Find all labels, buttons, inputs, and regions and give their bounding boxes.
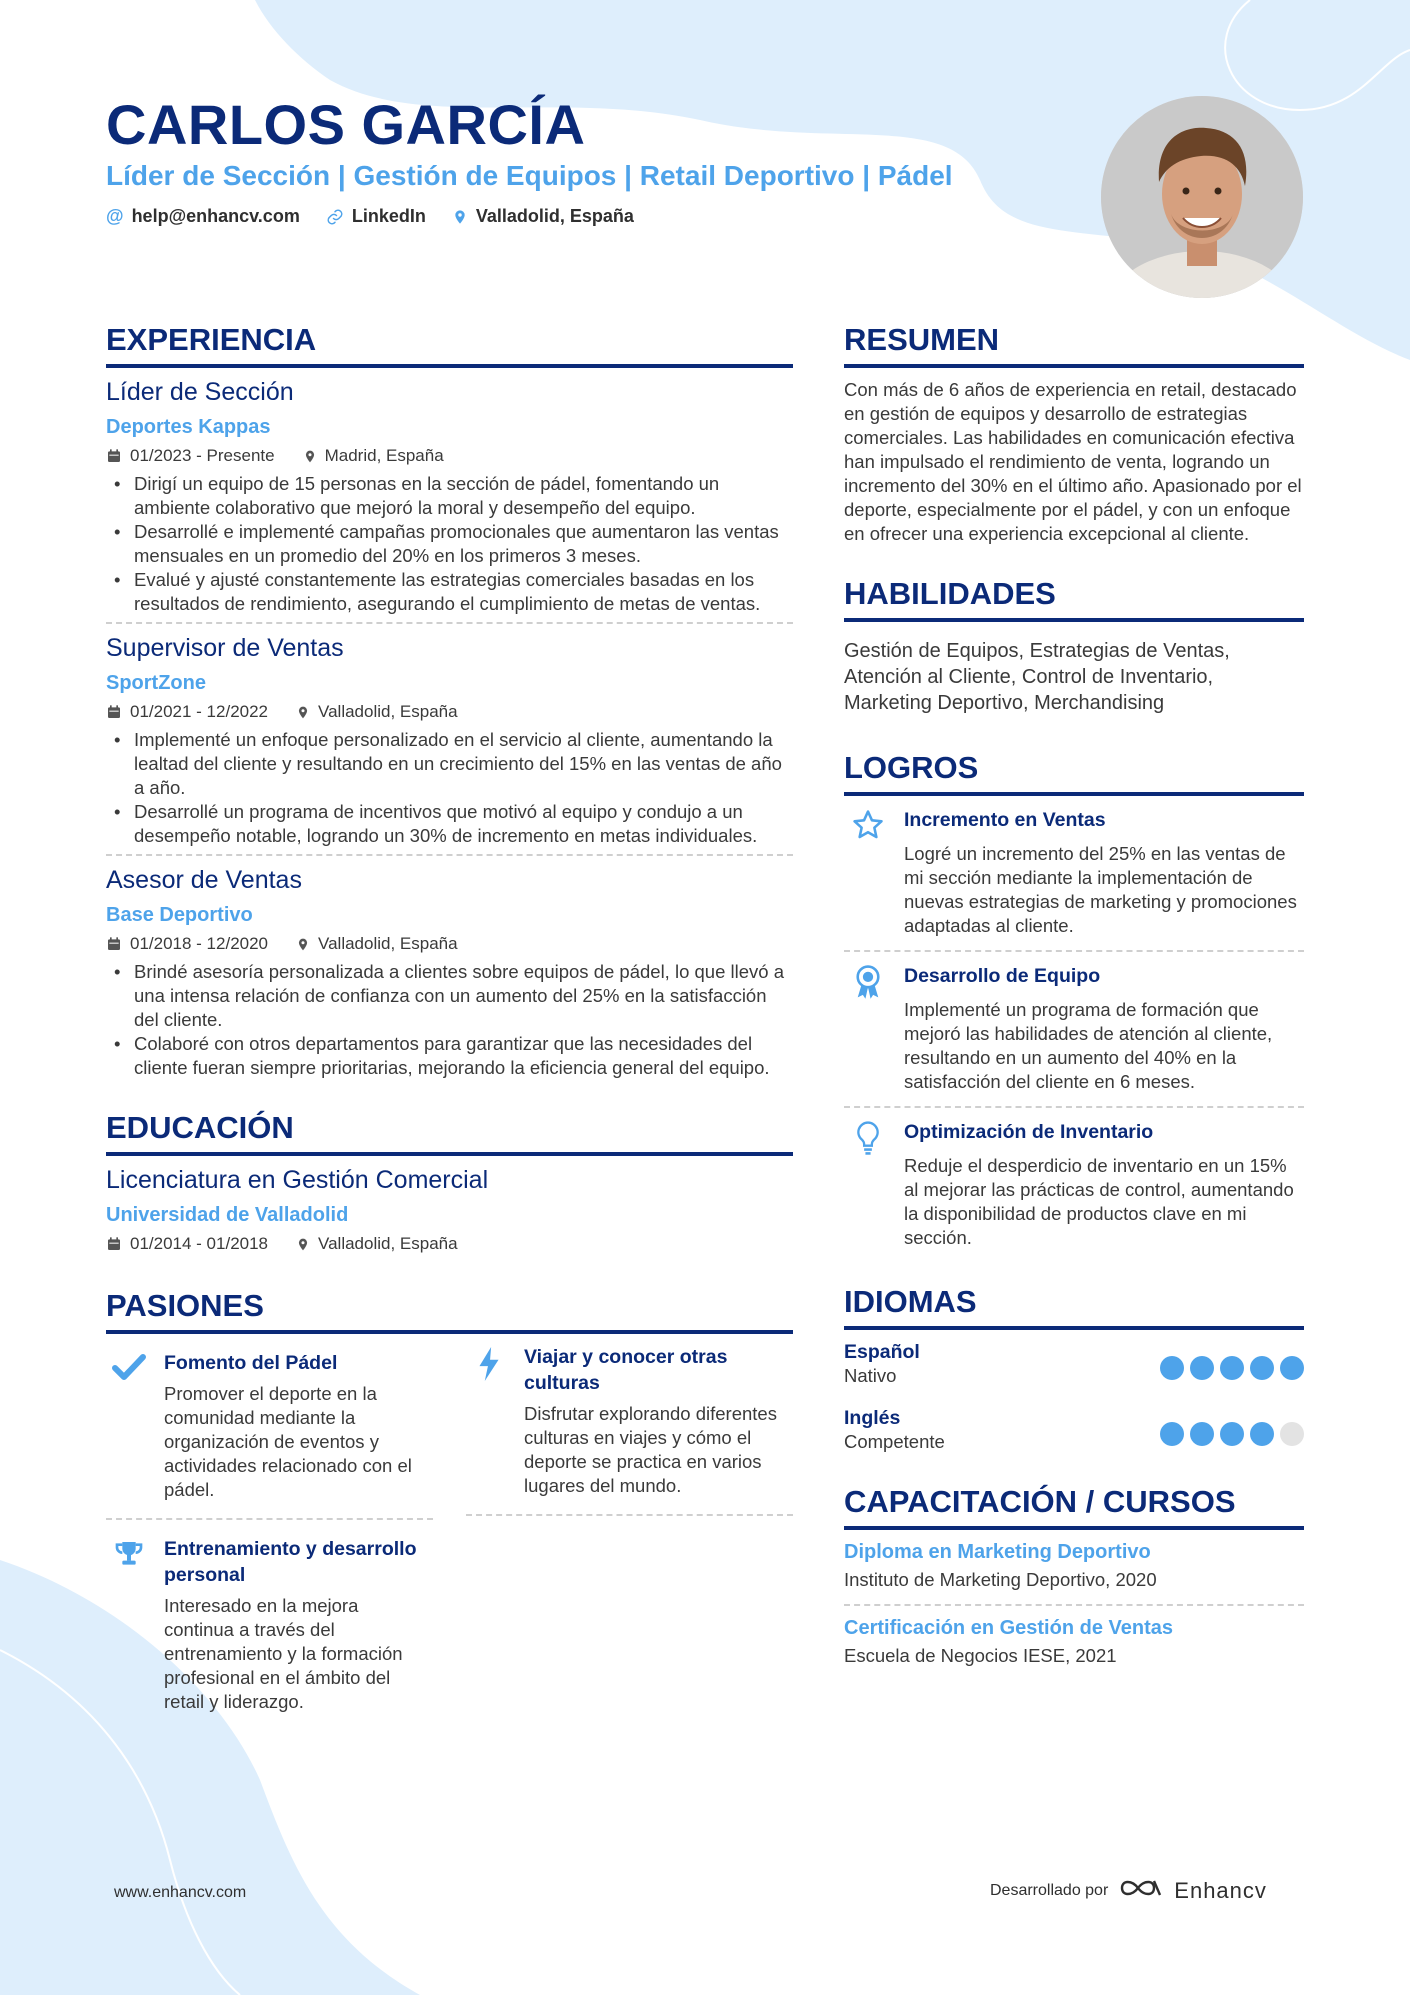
course-institution: Escuela de Negocios IESE, 2021: [844, 1645, 1117, 1666]
course-title[interactable]: Diploma en Marketing Deportivo: [844, 1541, 1151, 1563]
skills-text: Gestión de Equipos, Estrategias de Ventas, Atención al Cliente, Control de Inventario, Marketing Deportivo, Merchandising: [844, 640, 1230, 714]
company-name[interactable]: Deportes Kappas: [106, 416, 271, 438]
linkedin-text: LinkedIn: [351, 206, 426, 226]
bullet-item: • Implementé un enfoque personalizado en el servicio al cliente, aumentando la lealtad del cliente y resultando en un crecimiento del 15% en las ventas de año a año.: [106, 728, 793, 800]
job-bullets: [106, 472, 793, 616]
passions-section: [106, 1284, 793, 1730]
job-location: [296, 698, 458, 726]
job-dates: [106, 698, 268, 726]
skills-heading: HABILIDADES: [844, 572, 1304, 622]
language-name: Inglés: [844, 1407, 901, 1429]
powered-by-text: Desarrollado por: [990, 1881, 1109, 1899]
trophy-icon: [106, 1536, 152, 1714]
rating-dot: [1190, 1422, 1214, 1446]
location-icon: [296, 704, 310, 721]
language-item: [844, 1406, 1304, 1454]
calendar-icon: [106, 704, 122, 720]
achievement-desc: Logré un incremento del 25% en las ventas de mi sección mediante la implementación de nuevas estrategias de marketing y promociones adaptadas al cliente.: [904, 843, 1297, 936]
checkmark-icon: [106, 1350, 152, 1502]
company-name[interactable]: Base Deportivo: [106, 904, 253, 926]
education-dates: [106, 1230, 268, 1258]
dates-text: 01/2014 - 01/2018: [130, 1234, 269, 1253]
passion-title: Viajar y conocer otras culturas: [524, 1346, 728, 1394]
job-entry: [106, 624, 793, 856]
contact-bar: [106, 206, 634, 227]
calendar-icon: [106, 448, 122, 464]
rating-dot: [1280, 1422, 1304, 1446]
school-name[interactable]: Universidad de Valladolid: [106, 1204, 349, 1226]
passions-col-1: [106, 1344, 433, 1730]
achievement-desc: Reduje el desperdicio de inventario en un 15% al mejorar las prácticas de control, aumentando la disponibilidad de productos clave en mi sección.: [904, 1155, 1294, 1248]
lightbulb-icon: [844, 1118, 892, 1250]
achievement-desc: Implementé un programa de formación que mejoró las habilidades de atención al cliente, resultando en un aumento del 40% en la satisfacción del cliente en 6 meses.: [904, 999, 1273, 1092]
job-bullets: [106, 960, 793, 1080]
company-name[interactable]: SportZone: [106, 672, 206, 694]
rating-dot: [1190, 1356, 1214, 1380]
degree-title: Licenciatura en Gestión Comercial: [106, 1166, 489, 1194]
education-location: [296, 1230, 458, 1258]
calendar-icon: [106, 1236, 122, 1252]
footer-website[interactable]: www.enhancv.com: [114, 1884, 247, 1901]
language-name: Español: [844, 1341, 920, 1363]
achievement-item: [844, 796, 1304, 952]
location-icon: [452, 208, 468, 226]
achievement-item: [844, 1108, 1304, 1262]
passion-item: [106, 1530, 433, 1730]
bullet-item: • Colaboré con otros departamentos para garantizar que las necesidades del cliente fueran siempre prioritarias, mejorando la eficiencia general del equipo.: [106, 1032, 793, 1080]
contact-linkedin[interactable]: [326, 206, 426, 227]
courses-section: [844, 1480, 1304, 1680]
at-icon: @: [106, 206, 124, 226]
language-level: Nativo: [844, 1365, 897, 1386]
achievements-section: [844, 746, 1304, 1262]
bullet-item: • Desarrollé e implementé campañas promocionales que aumentaron las ventas mensuales en un promedio del 20% en los primeros 3 meses.: [106, 520, 793, 568]
bullet-item: • Brindé asesoría personalizada a clientes sobre equipos de pádel, lo que llevó a una intensa relación de confianza con un aumento del 25% en la satisfacción del cliente.: [106, 960, 793, 1032]
summary-section: [844, 318, 1304, 546]
rating-dot: [1160, 1356, 1184, 1380]
summary-text: Con más de 6 años de experiencia en retail, destacado en gestión de equipos y desarrollo de estrategias comerciales. Las habilidades en comunicación efectiva han impulsado el rendimiento de venta, logrando un incremento del 30% en el último año. Apasionado por el deporte, especialmente por el pádel, y con un enfoque en ofrecer una experiencia excepcional al cliente.: [844, 379, 1302, 544]
location-text: Valladolid, España: [318, 1234, 458, 1253]
lightning-icon: [466, 1344, 512, 1498]
education-heading: EDUCACIÓN: [106, 1106, 793, 1156]
job-meta: [106, 698, 793, 726]
passions-col-2: [466, 1344, 793, 1730]
rating-dot: [1160, 1422, 1184, 1446]
achievement-title: Optimización de Inventario: [904, 1121, 1154, 1143]
summary-heading: RESUMEN: [844, 318, 1304, 368]
job-title: Supervisor de Ventas: [106, 634, 344, 662]
headline: Líder de Sección | Gestión de Equipos | Retail Deportivo | Pádel: [106, 160, 953, 191]
experience-heading: EXPERIENCIA: [106, 318, 793, 368]
location-text: Valladolid, España: [475, 206, 634, 226]
course-title[interactable]: Certificación en Gestión de Ventas: [844, 1617, 1173, 1639]
achievement-title: Incremento en Ventas: [904, 809, 1106, 831]
job-location: [296, 930, 458, 958]
contact-location: [452, 206, 634, 227]
location-icon: [296, 1236, 310, 1253]
candidate-name: CARLOS GARCÍA: [106, 93, 586, 156]
rating-dot: [1220, 1422, 1244, 1446]
rating-dot: [1280, 1356, 1304, 1380]
link-icon: [326, 208, 344, 226]
course-institution: Instituto de Marketing Deportivo, 2020: [844, 1569, 1157, 1590]
contact-email[interactable]: [106, 206, 300, 227]
passion-desc: Disfrutar explorando diferentes culturas en viajes y cómo el deporte se practica en varios lugares del mundo.: [524, 1403, 777, 1496]
education-section: [106, 1106, 793, 1258]
dates-text: 01/2023 - Presente: [130, 446, 275, 465]
passion-title: Fomento del Pádel: [164, 1352, 338, 1374]
course-item: [844, 1530, 1304, 1606]
course-item: [844, 1606, 1304, 1680]
bullet-item: • Desarrollé un programa de incentivos que motivó al equipo y condujo a un desempeño notable, logrando un 30% de incremento en metas individuales.: [106, 800, 793, 848]
languages-heading: IDIOMAS: [844, 1280, 1304, 1330]
passion-title: Entrenamiento y desarrollo personal: [164, 1538, 417, 1586]
location-text: Madrid, España: [324, 446, 444, 465]
bullet-item: • Dirigí un equipo de 15 personas en la sección de pádel, fomentando un ambiente colaborativo que mejoró la moral y desempeño del equipo.: [106, 472, 793, 520]
passion-desc: Promover el deporte en la comunidad mediante la organización de eventos y actividades relacionado con el pádel.: [164, 1383, 412, 1500]
left-column: [106, 318, 793, 1730]
avatar: [1101, 96, 1303, 298]
skills-section: [844, 572, 1304, 716]
calendar-icon: [106, 936, 122, 952]
courses-heading: CAPACITACIÓN / CURSOS: [844, 1480, 1304, 1530]
proficiency-rating: [1160, 1414, 1304, 1446]
job-meta: [106, 930, 793, 958]
right-column: [844, 318, 1304, 1680]
languages-section: [844, 1280, 1304, 1454]
email-text: help@enhancv.com: [131, 206, 300, 226]
rating-dot: [1250, 1422, 1274, 1446]
dates-text: 01/2021 - 12/2022: [130, 702, 269, 721]
language-item: [844, 1340, 1304, 1388]
bullet-item: • Evalué y ajusté constantemente las estrategias comerciales basadas en los resultados de rendimiento, asegurando el cumplimiento de metas de ventas.: [106, 568, 793, 616]
job-entry: [106, 856, 793, 1086]
rating-dot: [1250, 1356, 1274, 1380]
job-location: [303, 442, 444, 470]
job-dates: [106, 442, 275, 470]
experience-section: [106, 318, 793, 1086]
job-dates: [106, 930, 268, 958]
job-entry: [106, 368, 793, 624]
brand-name: Enhancv: [1174, 1877, 1267, 1903]
passion-desc: Interesado en la mejora continua a través del entrenamiento y la formación profesional en el ámbito del retail y liderazgo.: [164, 1595, 403, 1712]
passions-heading: PASIONES: [106, 1284, 793, 1334]
proficiency-rating: [1160, 1348, 1304, 1380]
star-icon: [844, 806, 892, 938]
enhancv-logo-icon: [1118, 1876, 1164, 1905]
dates-text: 01/2018 - 12/2020: [130, 934, 269, 953]
rating-dot: [1220, 1356, 1244, 1380]
job-bullets: [106, 728, 793, 848]
job-title: Asesor de Ventas: [106, 866, 302, 894]
location-icon: [303, 448, 317, 465]
achievement-title: Desarrollo de Equipo: [904, 965, 1101, 987]
achievements-heading: LOGROS: [844, 746, 1304, 796]
location-text: Valladolid, España: [318, 934, 458, 953]
language-level: Competente: [844, 1431, 945, 1452]
job-meta: [106, 442, 793, 470]
passion-item: [106, 1344, 433, 1520]
award-ribbon-icon: [844, 962, 892, 1094]
passions-grid: [106, 1344, 793, 1730]
footer-brand[interactable]: [990, 1876, 1267, 1905]
education-meta: [106, 1230, 793, 1258]
achievement-item: [844, 952, 1304, 1108]
passion-item: [466, 1344, 793, 1516]
location-icon: [296, 936, 310, 953]
location-text: Valladolid, España: [318, 702, 458, 721]
job-title: Líder de Sección: [106, 378, 294, 406]
